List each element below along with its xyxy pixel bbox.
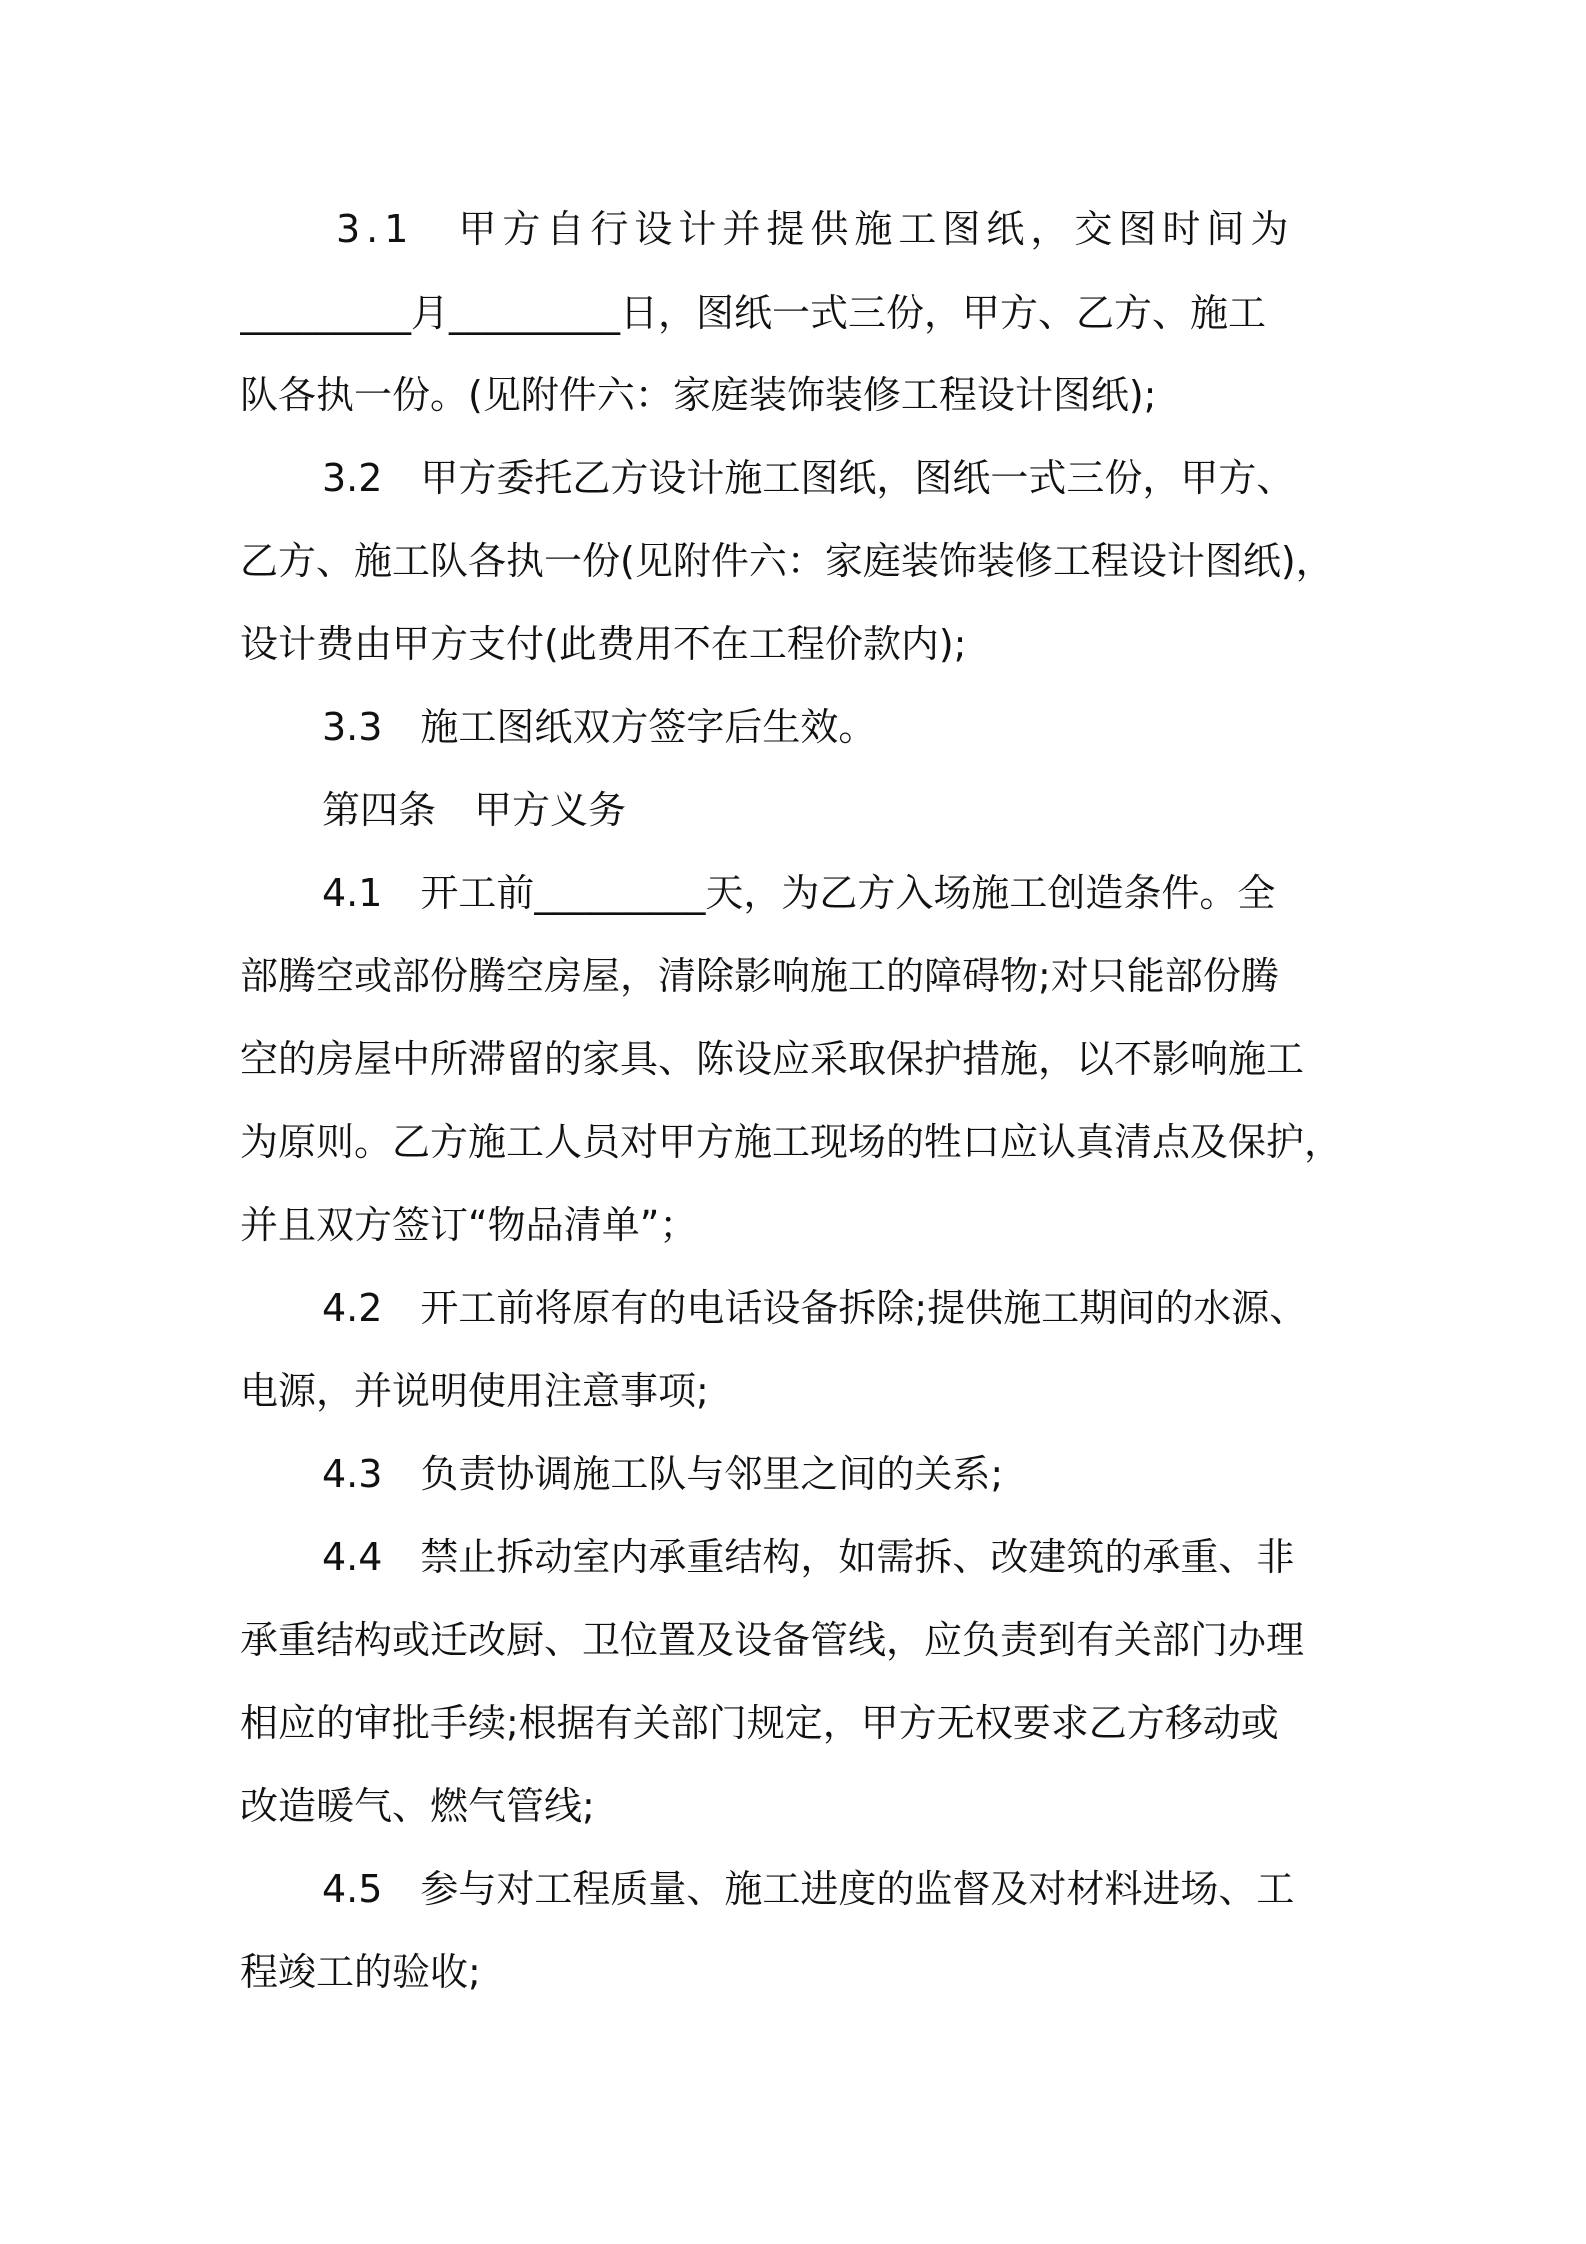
clause-4-3-line-1: 4.3 负责协调施工队与邻里之间的关系; — [322, 1452, 1004, 1496]
clause-3-2-line-2: 乙方、施工队各执一份(见附件六：家庭装饰装修工程设计图纸)， — [240, 539, 1334, 583]
clause-4-4-line-3: 相应的审批手续;根据有关部门规定，甲方无权要求乙方移动或 — [240, 1701, 1279, 1745]
clause-4-1-line-3: 空的房屋中所滞留的家具、陈设应采取保护措施，以不影响施工 — [240, 1037, 1305, 1081]
clause-4-4-line-2: 承重结构或迁改厨、卫位置及设备管线，应负责到有关部门办理 — [240, 1618, 1305, 1662]
clause-4-1-line-5: 并且双方签订“物品清单”； — [240, 1203, 698, 1247]
clause-3-1-line-1: 3.1 甲方自行设计并提供施工图纸，交图时间为 — [336, 207, 1295, 251]
clause-4-1-line-2: 部腾空或部份腾空房屋，清除影响施工的障碍物;对只能部份腾 — [240, 954, 1279, 998]
clause-4-2-line-1: 4.2 开工前将原有的电话设备拆除;提供施工期间的水源、 — [322, 1286, 1308, 1330]
clause-4-5-line-1: 4.5 参与对工程质量、施工进度的监督及对材料进场、工 — [322, 1867, 1295, 1911]
clause-3-2-line-1: 3.2 甲方委托乙方设计施工图纸，图纸一式三份，甲方、 — [322, 456, 1295, 500]
clause-3-1-line-2: _________月_________日，图纸一式三份，甲方、乙方、施工 — [240, 291, 1267, 335]
clause-3-1-line-3: 队各执一份。(见附件六：家庭装饰装修工程设计图纸); — [240, 373, 1157, 417]
clause-4-1-line-1: 4.1 开工前_________天，为乙方入场施工创造条件。全 — [322, 871, 1276, 915]
clause-4-4-line-1: 4.4 禁止拆动室内承重结构，如需拆、改建筑的承重、非 — [322, 1535, 1295, 1579]
clause-3-3-line-1: 3.3 施工图纸双方签字后生效。 — [322, 705, 877, 749]
clause-4-2-line-2: 电源，并说明使用注意事项; — [240, 1369, 709, 1413]
clause-4-4-line-4: 改造暖气、燃气管线; — [240, 1784, 595, 1828]
clause-4-1-line-4: 为原则。乙方施工人员对甲方施工现场的牲口应认真清点及保护， — [240, 1120, 1343, 1164]
clause-4-5-line-2: 程竣工的验收; — [240, 1950, 481, 1994]
article-4-heading: 第四条 甲方义务 — [322, 788, 627, 832]
clause-3-2-line-3: 设计费由甲方支付(此费用不在工程价款内); — [240, 622, 967, 666]
